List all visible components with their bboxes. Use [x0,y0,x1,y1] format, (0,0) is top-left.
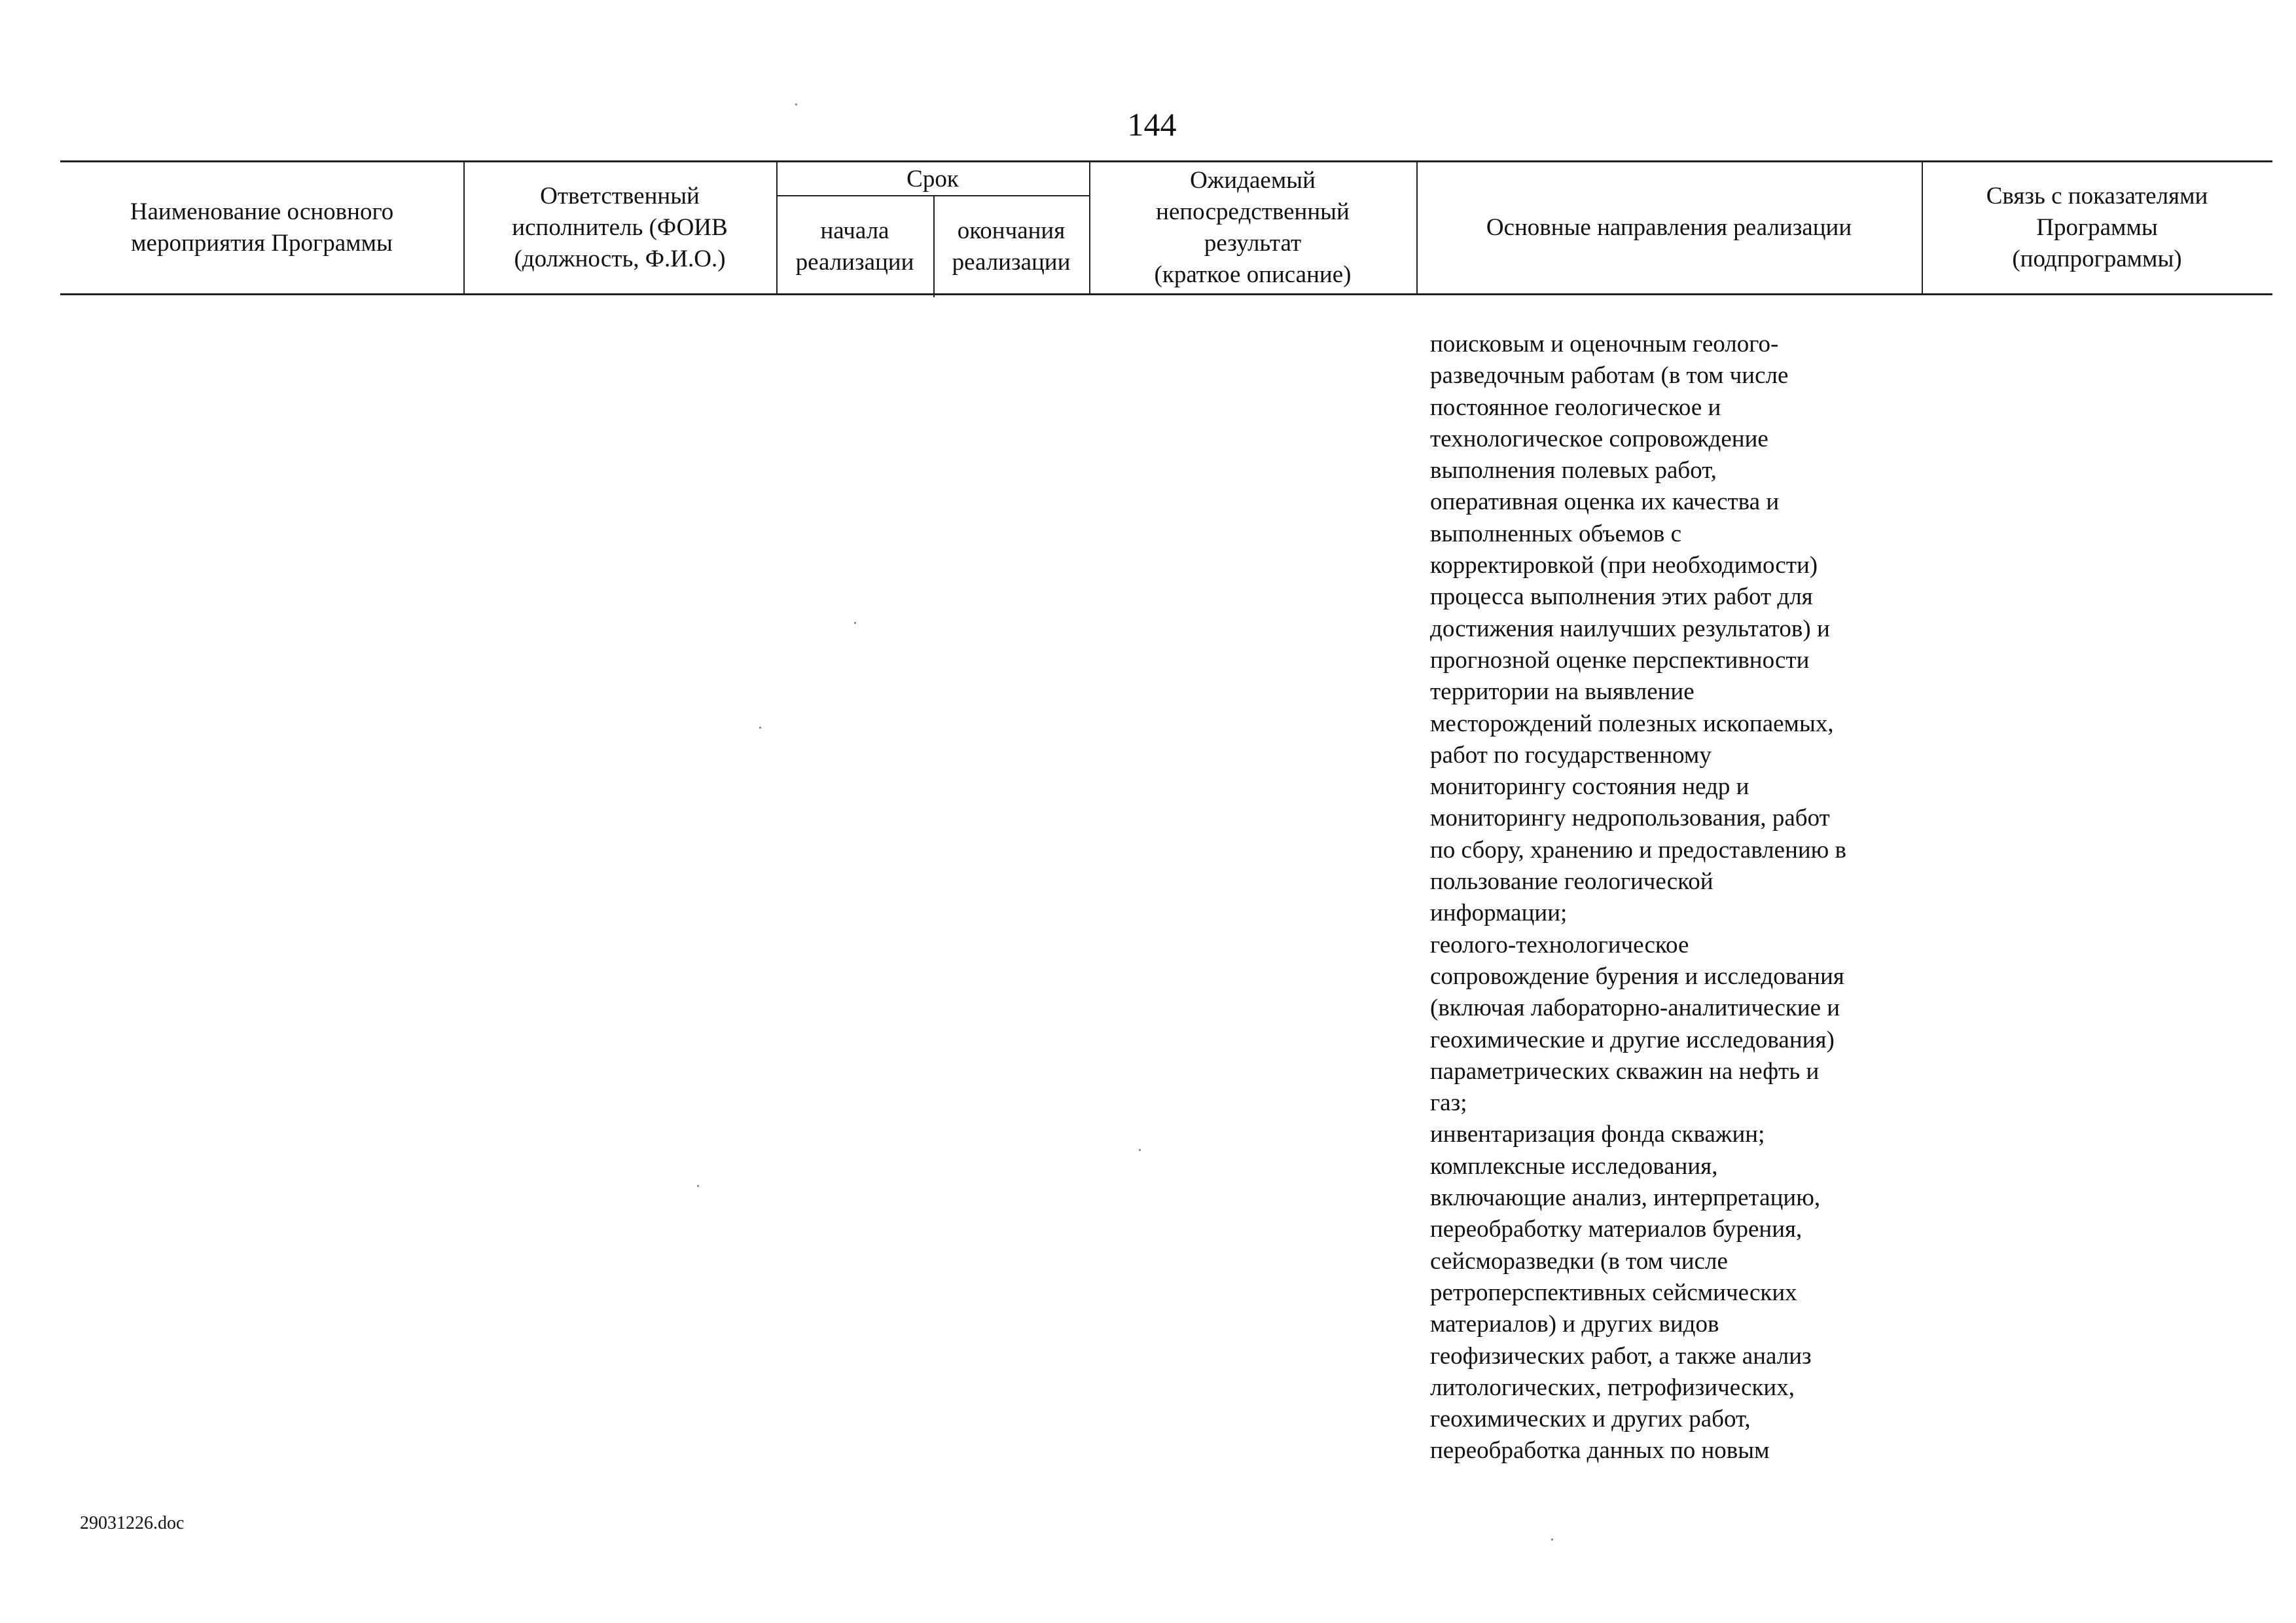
header-link-to-indicators: Связь с показателями Программы (подпрограммы) [1986,183,2208,272]
header-responsible-executor: Ответственный исполнитель (ФОИВ (должность, Ф.И.О.) [512,183,728,272]
text-line: корректировкой (при необходимости) [1430,552,1818,579]
text-line: переобработка данных по новым [1430,1437,1770,1465]
header-term-end: окончания реализации [952,217,1071,276]
text-line: сейсморазведки (в том числе [1430,1247,1728,1275]
text-line: параметрических скважин на нефть и [1430,1057,1820,1085]
text-line: прогнозной оценке перспективности [1430,646,1810,674]
text-line: территории на выявление [1430,678,1695,706]
header-main-directions: Основные направления реализации [1486,214,1852,241]
text-line: выполненных объемов с [1430,520,1682,547]
text-line: мониторингу состояния недр и [1430,773,1749,801]
footer-file-name: 29031226.doc [80,1513,185,1533]
text-line: ретроперспективных сейсмических [1430,1279,1797,1306]
scan-speck [697,1185,699,1187]
text-line: по сбору, хранению и предоставлению в [1430,836,1847,864]
text-line: информации; [1430,900,1568,927]
text-line: постоянное геологическое и [1430,393,1721,421]
text-line: газ; [1430,1089,1467,1117]
text-line: включающие анализ, интерпретацию, [1430,1184,1821,1212]
text-line: сопровождение бурения и исследования [1430,962,1844,990]
text-line: геолого-технологическое [1430,931,1689,958]
text-line: технологическое сопровождение [1430,425,1768,452]
text-line: литологических, петрофизических, [1430,1374,1795,1401]
text-line: (включая лабораторно-аналитические и [1430,994,1840,1022]
main-directions-text [1430,329,1941,1467]
text-line: процесса выполнения этих работ для [1430,583,1813,611]
header-term: Срок [776,162,1089,196]
page-number: 144 [1127,106,1177,143]
text-line: геохимические и другие исследования) [1430,1026,1835,1053]
text-line: оперативная оценка их качества и [1430,488,1780,516]
text-line: геофизических работ, а также анализ [1430,1342,1812,1370]
text-line: комплексные исследования, [1430,1152,1718,1180]
text-line: инвентаризация фонда скважин; [1430,1121,1765,1148]
text-line: месторождений полезных ископаемых, [1430,710,1834,737]
text-line: переобработку материалов бурения, [1430,1216,1803,1243]
text-line: материалов) и других видов [1430,1311,1719,1338]
scan-speck [854,622,856,624]
text-line: пользование геологической [1430,868,1713,896]
text-line: достижения наилучших результатов) и [1430,615,1830,642]
text-line: разведочным работам (в том числе [1430,362,1789,390]
scan-speck [795,103,797,105]
header-term-start: начала реализации [795,217,914,276]
text-line: геохимических и других работ, [1430,1406,1751,1433]
scan-speck [759,727,761,729]
text-line: работ по государственному [1430,741,1712,769]
text-line: мониторингу недропользования, работ [1430,805,1830,832]
header-name-of-measure: Наименование основного мероприятия Программы [130,198,394,257]
text-line: поисковым и оценочным геолого- [1430,331,1779,357]
table-header [60,160,2272,295]
text-line: выполнения полевых работ, [1430,457,1717,484]
scan-speck [1551,1539,1553,1541]
scan-speck [1139,1149,1141,1151]
header-expected-result: Ожидаемый непосредственный результат (краткое описание) [1154,167,1352,288]
